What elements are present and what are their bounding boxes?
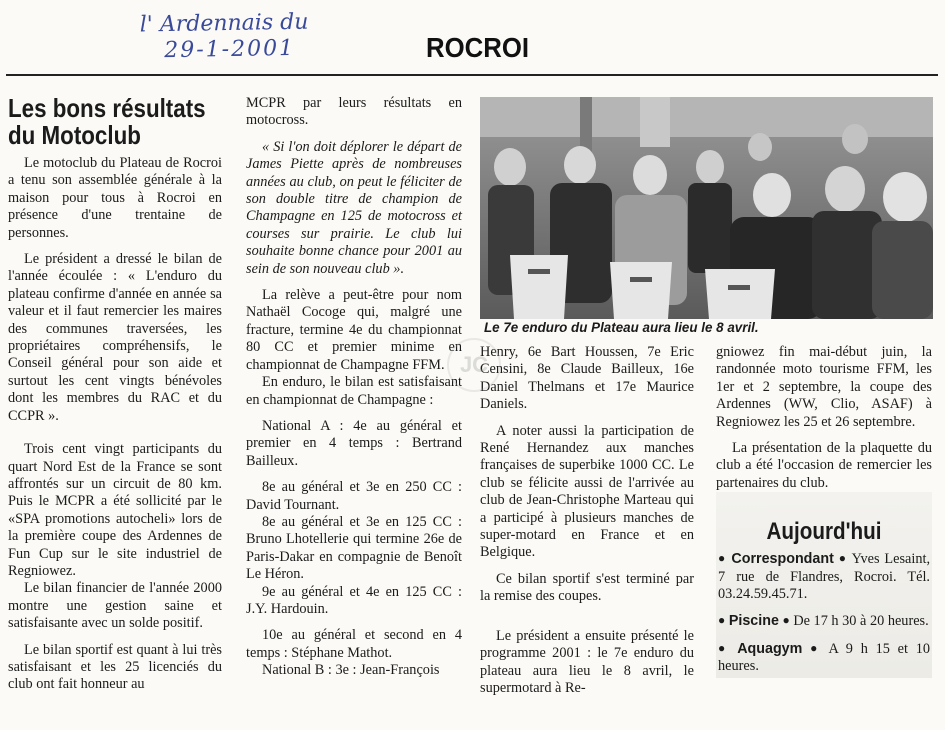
paragraph: 10e au général et second en 4 temps : Stéphane Mathot. bbox=[246, 627, 462, 661]
paragraph: National B : 3e : Jean-François bbox=[262, 662, 440, 679]
handwritten-source-note bbox=[140, 7, 431, 64]
article-column-3 bbox=[480, 344, 694, 697]
section-title: ROCROI bbox=[426, 32, 530, 63]
watermark-logo: JC bbox=[447, 338, 501, 392]
bullet-icon: ● bbox=[718, 613, 726, 628]
paragraph: gniowez fin mai-début juin, la randonnée moto tourisme FFM, les 1er et 2 septembre, la coupe des Ardennes (WW, Clio, ASAF) à Regniowez les 25 et 26 septembre. bbox=[716, 344, 932, 430]
bullet-icon: ● bbox=[718, 551, 727, 566]
paragraph: Trois cent vingt participants du quart Nord Est de la France se sont affrontés sur un circuit de 80 km. Puis le MCPR a été sollicité par le «SPA promotions autocheli» lors de la première coupe des Ardennes de Fun Cup sur le site industriel de Regniowez. bbox=[8, 441, 222, 579]
header-rule bbox=[6, 74, 938, 76]
quote-paragraph: « Si l'on doit déplorer le départ de James Piette après de nombreuses années au club, on peut le féliciter de son double titre de champion de Champagne en 125 de motocross et courses sur prairie. Le club lui souhaite bonne chance pour 2001 au sein de son nouveau club ». bbox=[246, 138, 462, 277]
group-photo-illustration bbox=[480, 97, 933, 319]
paragraph: MCPR par leurs résultats en motocross. bbox=[246, 95, 462, 129]
paragraph: En enduro, le bilan est satisfaisant en championnat de Champagne : bbox=[246, 374, 462, 408]
paragraph: Le président a dressé le bilan de l'année écoulée : « L'enduro du plateau confirme d'année en année sa valeur et il faut remercier les maires des communes traversées, les propriétaires compréhensifs, le Conseil général pour son aide et surtout les cent vingts bénévoles dont les membres du RAC et du CCPR ». bbox=[8, 251, 222, 424]
handwritten-line-1: l' Ardennais du bbox=[139, 9, 309, 38]
paragraph: A noter aussi la participation de René Hernandez aux manches françaises de superbike 1000 CC. Le club se félicite aussi de l'arrivée au club de Jean-Christophe Marteau qui a participé à plusieurs manches de super-motard en France et en Belgique. bbox=[480, 422, 694, 561]
today-text: De 17 h 30 à 20 heures. bbox=[793, 613, 929, 630]
article-column-1 bbox=[8, 95, 222, 694]
today-item-aquagym bbox=[718, 640, 930, 676]
paragraph: La relève a peut-être pour nom Nathaël Cocoge qui, malgré une fracture, termine 4e du championnat 80 CC et premier minime en championnat de Champagne FFM. bbox=[246, 287, 462, 373]
bullet-icon: ● bbox=[810, 640, 822, 655]
group-photo bbox=[480, 97, 933, 319]
paragraph: Henry, 6e Bart Houssen, 7e Eric Censini, 8e Claude Bailleux, 16e Daniel Thelmans et 17e Maurice Daniels. bbox=[480, 344, 694, 413]
headline-line-2: du Motoclub bbox=[8, 120, 141, 150]
photo-caption: Le 7e enduro du Plateau aura lieu le 8 avril. bbox=[484, 320, 759, 335]
bullet-icon: ● bbox=[782, 613, 790, 628]
today-label: Piscine bbox=[728, 613, 779, 630]
today-text: A 9 h 15 et 10 heures. bbox=[718, 640, 931, 675]
headline-line-1: Les bons résultats bbox=[8, 93, 206, 123]
today-text: Yves Lesaint, 7 rue de Flandres, Rocroi. Tél. 03.24.59.45.71. bbox=[718, 551, 931, 603]
article-column-2 bbox=[246, 95, 462, 680]
paragraph: Le motoclub du Plateau de Rocroi a tenu son assemblée générale à la maison pour tous à Rocroi en présence d'une trentaine de personnes. bbox=[8, 155, 222, 241]
today-item-correspondant bbox=[718, 550, 930, 603]
bullet-icon: ● bbox=[718, 640, 730, 655]
today-box bbox=[716, 492, 932, 677]
paragraph: La présentation de la plaquette du club a été l'occasion de remercier les partenaires du club. bbox=[716, 440, 932, 491]
today-title: Aujourd'hui bbox=[766, 518, 882, 546]
article-headline bbox=[8, 95, 223, 149]
paragraph: Le bilan financier de l'année 2000 montre une gestion saine et satisfaisante avec un solde positif. bbox=[8, 580, 222, 632]
paragraph: 8e au général et 3e en 125 CC : Bruno Lhotellerie qui termine 26e de Paris-Dakar en compagnie de Benoît Le Héron. bbox=[246, 513, 462, 583]
handwritten-line-2: 29-1-2001 bbox=[164, 35, 296, 64]
paragraph: Le bilan sportif est quant à lui très satisfaisant et les 25 licenciés du club ont fait honneur au bbox=[8, 641, 222, 693]
paragraph: 8e au général et 3e en 250 CC : David Tournant. bbox=[246, 479, 462, 513]
today-label: Aquagym bbox=[737, 640, 803, 657]
paragraph: Le président a ensuite présenté le programme 2001 : le 7e enduro du plateau aura lieu le 8 avril, le supermotard à Re- bbox=[480, 627, 694, 696]
article-column-4 bbox=[716, 344, 932, 678]
bullet-icon: ● bbox=[838, 551, 848, 566]
today-label: Correspondant bbox=[731, 551, 834, 568]
paragraph: National A : 4e au général et premier en 4 temps : Bertrand Bailleux. bbox=[246, 417, 462, 469]
today-item-piscine bbox=[718, 612, 930, 630]
paragraph: Ce bilan sportif s'est terminé par la remise des coupes. bbox=[480, 570, 694, 605]
paragraph: 9e au général et 4e en 125 CC : J.Y. Hardouin. bbox=[246, 583, 462, 617]
